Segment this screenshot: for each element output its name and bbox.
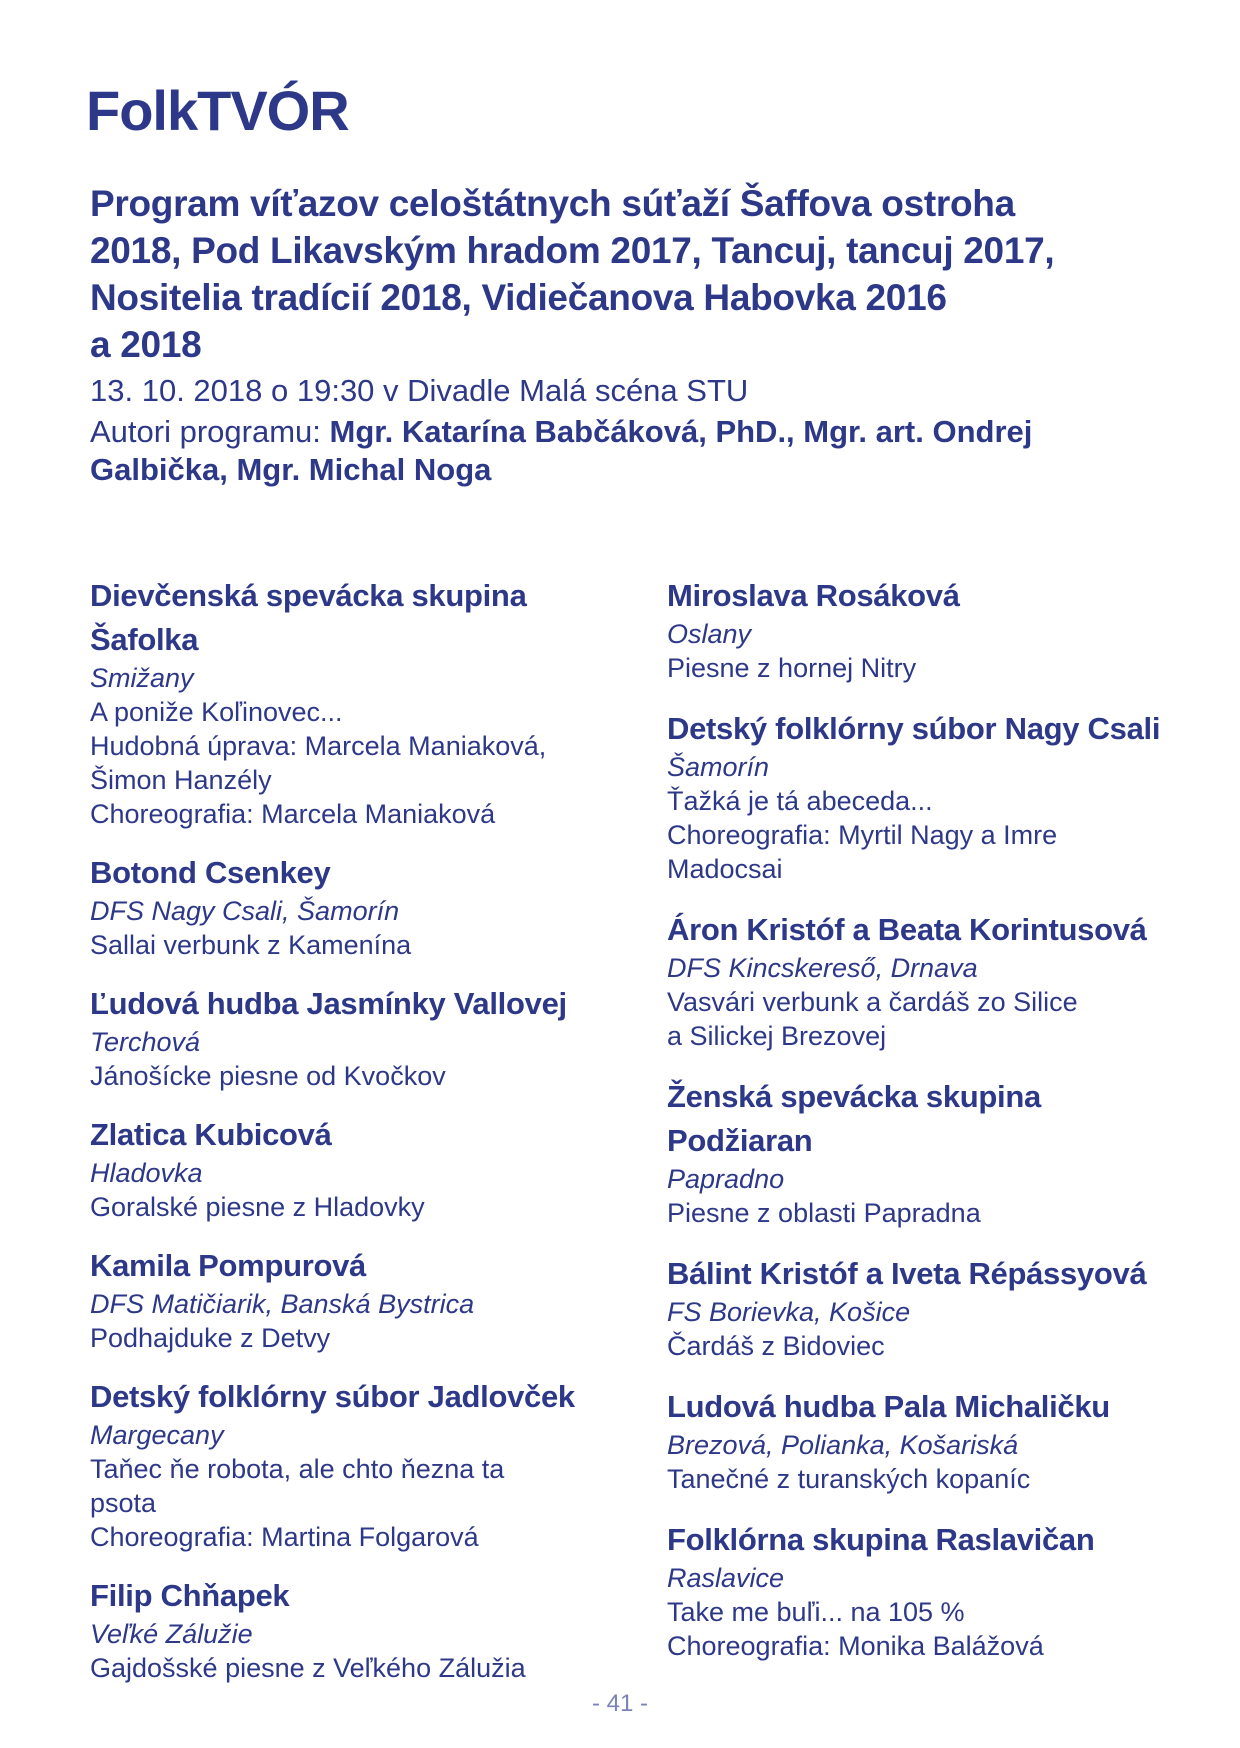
program-entry <box>667 1075 1207 1230</box>
performer-name: Miroslava Rosáková <box>667 578 960 613</box>
performance-detail: Jánošícke piesne od Kvočkov <box>90 1061 446 1091</box>
performer-name: Botond Csenkey <box>90 855 331 890</box>
program-entry <box>667 1518 1207 1663</box>
event-date: 13. 10. 2018 o 19:30 v Divadle Malá scéna STU <box>90 373 749 408</box>
program-entry <box>90 1574 650 1685</box>
performer-name: Bálint Kristóf a Iveta Répássyová <box>667 1256 1147 1291</box>
performer-place: DFS Matičiarik, Banská Bystrica <box>90 1289 475 1319</box>
performer-name: Šafolka <box>90 622 199 657</box>
performer-place: Brezová, Polianka, Košariská <box>667 1430 1019 1460</box>
performance-detail: Vasvári verbunk a čardáš zo Silice <box>667 987 1078 1017</box>
performer-place: DFS Kincskereső, Drnava <box>667 953 978 983</box>
performer-name: Áron Kristóf a Beata Korintusová <box>667 912 1147 947</box>
performance-detail: Take me buľi... na 105 % <box>667 1597 965 1627</box>
page-title: FolkTVÓR <box>86 79 349 142</box>
program-title-line: Nositelia tradícií 2018, Vidiečanova Habovka 2016 <box>90 277 947 318</box>
program-title <box>90 180 1190 368</box>
performance-detail: Goralské piesne z Hladovky <box>90 1192 425 1222</box>
program-entry <box>90 982 650 1093</box>
program-entry <box>90 1244 650 1355</box>
performer-place: Hladovka <box>90 1158 203 1188</box>
program-entry <box>90 1113 650 1224</box>
performance-detail: psota <box>90 1488 157 1518</box>
performance-detail: Taňec ňe robota, ale chto ňezna ta <box>90 1454 505 1484</box>
program-title-line: 2018, Pod Likavským hradom 2017, Tancuj, tancuj 2017, <box>90 230 1055 271</box>
performance-detail: Choreografia: Marcela Maniaková <box>90 799 496 829</box>
performer-name: Podžiaran <box>667 1123 813 1158</box>
performance-detail: Madocsai <box>667 854 783 884</box>
page-number: - 41 - <box>591 1690 648 1717</box>
performance-detail: Podhajduke z Detvy <box>90 1323 331 1353</box>
performer-place: FS Borievka, Košice <box>667 1297 911 1327</box>
performer-place: Raslavice <box>667 1563 785 1593</box>
performer-name: Ženská spevácka skupina <box>667 1079 1041 1114</box>
performance-detail: Choreografia: Monika Balážová <box>667 1631 1044 1661</box>
performer-place: Smižany <box>90 663 194 693</box>
program-entry <box>667 1385 1207 1496</box>
performer-name: Ľudová hudba Jasmínky Vallovej <box>90 986 567 1021</box>
program-entry <box>90 851 650 962</box>
performer-place: Margecany <box>90 1420 224 1450</box>
performance-detail: Choreografia: Myrtil Nagy a Imre <box>667 820 1058 850</box>
performer-place: DFS Nagy Csali, Šamorín <box>90 896 400 926</box>
performance-detail: a Silickej Brezovej <box>667 1021 887 1051</box>
performer-place: Papradno <box>667 1164 785 1194</box>
performer-name: Dievčenská spevácka skupina <box>90 578 527 613</box>
program-column-left <box>90 574 650 1705</box>
performance-detail: Sallai verbunk z Kamenína <box>90 930 412 960</box>
performer-place: Veľké Zálužie <box>90 1619 253 1649</box>
performance-detail: Piesne z hornej Nitry <box>667 653 917 683</box>
performer-place: Terchová <box>90 1027 201 1057</box>
performance-detail: Choreografia: Martina Folgarová <box>90 1522 479 1552</box>
performer-name: Ludová hudba Pala Michaličku <box>667 1389 1110 1424</box>
performer-place: Oslany <box>667 619 752 649</box>
performer-name: Detský folklórny súbor Jadlovček <box>90 1379 575 1414</box>
performance-detail: Hudobná úprava: Marcela Maniaková, <box>90 731 547 761</box>
program-entry <box>667 908 1207 1053</box>
program-column-right <box>667 574 1207 1685</box>
performer-name: Zlatica Kubicová <box>90 1117 332 1152</box>
authors-label: Autori programu: <box>90 414 321 449</box>
performance-detail: A poniže Koľinovec... <box>90 697 343 727</box>
program-entry <box>90 1375 650 1554</box>
program-entry <box>667 707 1207 886</box>
program-entry <box>667 574 1207 685</box>
program-entry <box>90 574 650 831</box>
program-title-line: a 2018 <box>90 324 202 365</box>
performer-name: Detský folklórny súbor Nagy Csali <box>667 711 1161 746</box>
performer-place: Šamorín <box>667 752 770 782</box>
performer-name: Filip Chňapek <box>90 1578 290 1613</box>
performance-detail: Tanečné z turanských kopaníc <box>667 1464 1031 1494</box>
performance-detail: Šimon Hanzély <box>90 765 272 795</box>
performance-detail: Piesne z oblasti Papradna <box>667 1198 981 1228</box>
authors-names: Galbička, Mgr. Michal Noga <box>90 452 492 487</box>
performer-name: Kamila Pompurová <box>90 1248 367 1283</box>
performer-name: Folklórna skupina Raslavičan <box>667 1522 1095 1557</box>
authors-names: Mgr. Katarína Babčáková, PhD., Mgr. art. Ondrej <box>329 414 1033 449</box>
program-authors <box>90 413 1170 489</box>
performance-detail: Ťažká je tá abeceda... <box>667 786 933 816</box>
performance-detail: Gajdošské piesne z Veľkého Zálužia <box>90 1653 526 1683</box>
program-entry <box>667 1252 1207 1363</box>
performance-detail: Čardáš z Bidoviec <box>667 1331 885 1361</box>
program-title-line: Program víťazov celoštátnych súťaží Šaffova ostroha <box>90 183 1015 224</box>
